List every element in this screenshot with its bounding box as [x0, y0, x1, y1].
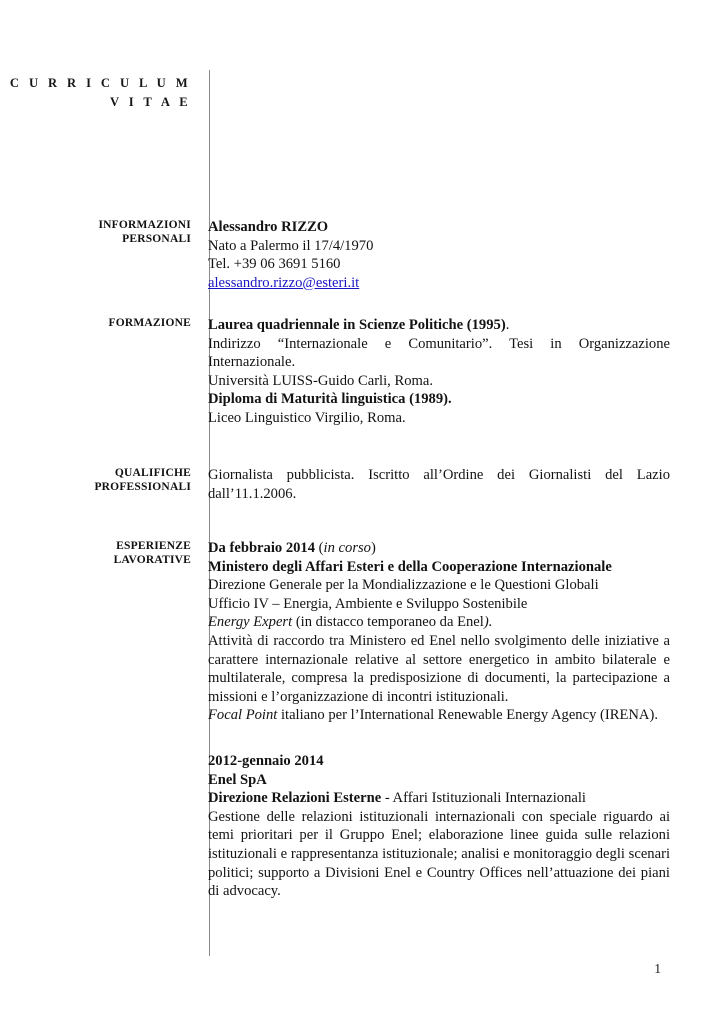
- education-school: Liceo Linguistico Virgilio, Roma.: [208, 409, 406, 426]
- label-line-1: ESPERIENZE: [116, 540, 191, 552]
- job-description: Attività di raccordo tra Ministero ed Enel nello svolgimento delle iniziative a carattere internazionale relative al settore energetico in ambito bilaterale e multilaterale, compresa la predisposizione di documenti, la partecipazione a missioni e l’organizzazione di incontri istituzionali.: [208, 632, 670, 705]
- job-employer: Enel SpA: [208, 771, 267, 788]
- job-focal-point: [208, 706, 670, 725]
- job-period-status: in corso: [323, 540, 371, 556]
- job-description: Gestione delle relazioni istituzionali internazionali con speciale riguardo ai temi prioritari per il Gruppo Enel; elaborazione linee guida sulle relazioni istituzionali e rappresentanza istituzionale; analisi e monitoraggio degli scenari politici; supporto a Divisioni Enel e Country Offices nell’attuazione dei piani di advocacy.: [208, 808, 670, 900]
- document-title-line-2: V I T A E: [109, 95, 191, 109]
- section-label-personal-information: [0, 218, 200, 246]
- person-email-link[interactable]: alessandro.rizzo@esteri.it: [208, 274, 360, 291]
- qualifications-text: Giornalista pubblicista. Iscritto all’Ordine dei Giornalisti del Lazio dall’11.1.2006.: [208, 467, 670, 502]
- job-period: [208, 539, 670, 558]
- job-period-paren-close: ): [370, 540, 376, 556]
- job-employer: Ministero degli Affari Esteri e della Cooperazione Internazionale: [208, 558, 612, 575]
- section-body-education: [200, 316, 670, 428]
- section-label-education: [0, 316, 200, 330]
- job-period-dates: Da febbraio 2014: [208, 540, 319, 556]
- person-name: Alessandro RIZZO: [208, 219, 329, 235]
- document-title-line-1: C U R R I C U L U M: [9, 76, 191, 90]
- section-qualifications: [0, 466, 725, 503]
- section-body-work-experience: [200, 539, 670, 901]
- section-work-experience: [0, 539, 725, 901]
- job-unit-secondary: Ufficio IV – Energia, Ambiente e Sviluppo Sostenibile: [208, 595, 528, 612]
- education-degree-title: Laurea quadriennale in Scienze Politiche (1995): [208, 317, 506, 333]
- label-line-1: INFORMAZIONI: [98, 219, 191, 231]
- education-degree-detail: Indirizzo “Internazionale e Comunitario”. Tesi in Organizzazione Internazionale.: [208, 335, 670, 371]
- work-experience-entry: [208, 752, 670, 901]
- job-division-name: Direzione Relazioni Esterne: [208, 790, 382, 807]
- job-period-paren-open: (: [318, 540, 324, 556]
- section-body-personal-information: [200, 218, 670, 292]
- work-experience-entry: [208, 539, 670, 725]
- education-university: Università LUISS-Guido Carli, Roma.: [208, 372, 433, 389]
- job-focal-point-title: Focal Point: [208, 707, 278, 724]
- job-unit-primary: Direzione Generale per la Mondializzazione e le Questioni Globali: [208, 577, 599, 594]
- page-number: 1: [654, 961, 661, 976]
- job-focal-point-detail: italiano per l’International Renewable Energy Agency (IRENA).: [277, 707, 658, 724]
- label-line-2: PROFESSIONALI: [94, 481, 191, 494]
- label-line-2: PERSONALI: [122, 233, 191, 246]
- label-line-1: FORMAZIONE: [108, 317, 191, 329]
- document-title: [0, 74, 200, 112]
- section-body-qualifications: [200, 466, 670, 503]
- section-label-qualifications: [0, 466, 200, 494]
- person-phone: Tel. +39 06 3691 5160: [208, 256, 341, 273]
- section-education: [0, 316, 725, 428]
- job-role-note-close: ).: [483, 614, 493, 631]
- education-diploma-title: Diploma di Maturità linguistica (1989).: [208, 391, 452, 408]
- job-period: 2012-gennaio 2014: [208, 752, 324, 769]
- job-division: [208, 789, 670, 808]
- section-personal-information: [0, 218, 725, 292]
- person-birth: Nato a Palermo il 17/4/1970: [208, 237, 374, 254]
- job-division-detail: - Affari Istituzionali Internazionali: [381, 790, 586, 807]
- section-label-work-experience: [0, 539, 200, 567]
- job-role-note: (in distacco temporaneo da Enel: [295, 614, 484, 631]
- label-line-2: LAVORATIVE: [113, 554, 191, 567]
- label-line-1: QUALIFICHE: [114, 467, 191, 479]
- education-degree-title-period: .: [505, 317, 510, 333]
- document-title-block: [0, 74, 725, 112]
- job-role: [208, 613, 670, 632]
- education-degree-heading: [208, 316, 670, 335]
- job-role-title: Energy Expert: [208, 614, 296, 631]
